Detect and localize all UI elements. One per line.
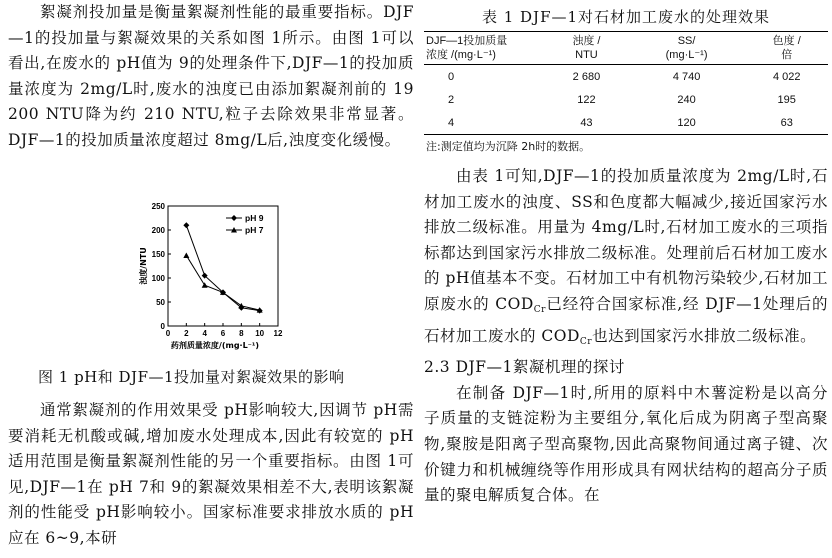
- left-column: [8, 0, 414, 154]
- header-color: [745, 32, 828, 65]
- plot-frame: [168, 206, 278, 326]
- header-turbidity-l1: 浊度 /: [572, 35, 601, 47]
- section-title-2-3: 2.3 DJF—1絮凝机理的探讨: [424, 358, 625, 377]
- legend-label: pH 7: [245, 225, 264, 235]
- y-tick-label: 250: [151, 202, 165, 211]
- y-tick-label: 150: [151, 250, 165, 259]
- table-1-title: 表 1 DJF—1对石材加工废水的处理效果: [481, 8, 771, 26]
- legend-label: pH 9: [245, 213, 264, 223]
- table-cell: 122: [577, 93, 596, 106]
- y-tick-label: 100: [151, 274, 165, 283]
- subscript-cr: Cr: [533, 304, 546, 315]
- table-cell: 4 022: [772, 70, 801, 83]
- x-axis-label: 药剂质量浓度/(mg·L⁻¹): [170, 341, 260, 350]
- header-color-l1: 色度 /: [772, 35, 801, 47]
- table-note: 注:测定值均为沉降 2h时的数据。: [426, 140, 591, 153]
- header-ss: [628, 32, 746, 65]
- figure-1-chart: [136, 196, 286, 361]
- paragraph-table-discussion-a: 由表 1可知,DJF—1的投加质量浓度为 2mg/L时,石材加工废水的浊度、SS和色度都大幅减少,接近国家污水排放二级标准。用量为 4mg/L时,石材加工废水的三项指标都达到国家污水排放二级标准。处理前后石材加工废水的 pH值基本不变。石材加工中有机物污染较少,石材加工原废水的 COD: [424, 167, 828, 313]
- x-tick-label: 12: [273, 329, 283, 338]
- data-point-ph9: [183, 222, 189, 228]
- table-cell: 0: [448, 70, 455, 83]
- paragraph-mechanism: 在制备 DJF—1时,所用的原料中木薯淀粉是以高分子质量的支链淀粉为主要组分,氧化后成为阴离子型高聚物,聚胺是阳离子型高聚物,因此高聚物间通过离子键、次价键力和机械缠绕等作用形成具有网状结构的超高分子质量的聚电解质复合体。在: [424, 383, 828, 505]
- table-cell: 195: [777, 93, 796, 106]
- table-row: [424, 88, 828, 111]
- table-cell: 4 740: [672, 70, 701, 83]
- y-tick-label: 0: [160, 322, 165, 331]
- series-line-ph7: [186, 255, 259, 310]
- paragraph-table-discussion-b: 已经符合国家标准,经 DJF—1处理后的石材加工废水的 COD: [424, 294, 829, 345]
- header-ss-l1: SS/: [677, 35, 696, 47]
- x-tick-label: 4: [202, 329, 207, 338]
- header-dosage-l1: DJF—1投加质量: [426, 35, 508, 47]
- table-row: [424, 111, 828, 135]
- y-tick-label: 200: [151, 226, 165, 235]
- paragraph-ph: 通常絮凝剂的作用效果受 pH影响较大,因调节 pH需要消耗无机酸或碱,增加废水处理成本,因此有较宽的 pH适用范围是衡量絮凝剂性能的另一个重要指标。由图 1可见,DJF—1在 pH 7和 9的絮凝效果相差不大,表明该絮凝剂的性能受 pH影响较小。国家标准要求排放水质的 pH应在 6~9,本研: [8, 401, 414, 547]
- table-cell: 4: [424, 111, 545, 135]
- data-point-ph7: [183, 252, 189, 258]
- table-row: [424, 65, 828, 89]
- subscript-cr-2: Cr: [579, 336, 593, 347]
- header-turbidity-l2: NTU: [575, 49, 598, 61]
- right-column: [424, 0, 828, 509]
- header-dosage: [424, 32, 545, 65]
- x-tick-label: 6: [220, 329, 226, 338]
- x-tick-label: 8: [239, 329, 244, 338]
- x-tick-label: 0: [165, 329, 171, 338]
- table-cell: 120: [628, 111, 746, 135]
- header-turbidity: [545, 32, 628, 65]
- paragraph-table-discussion-c: 也达到国家污水排放二级标准。: [592, 326, 817, 345]
- y-axis-label: 浊度/NTU: [139, 247, 148, 285]
- series-line-ph9: [186, 225, 259, 310]
- table-cell: 43: [545, 111, 628, 135]
- table-cell: 2: [448, 93, 455, 106]
- paragraph-dosage: 絮凝剂投加量是衡量絮凝剂性能的最重要指标。DJF—1的投加量与絮凝效果的关系如图 1所示。由图 1可以看出,在废水的 pH值为 9的处理条件下,DJF—1的投加质量浓度为 2mg/L时,废水的浊度已由添加絮凝剂前的 19 200 NTU降为约 210 NTU,粒子去除效果非常显著。DJF—1的投加质量浓度超过 8mg/L后,浊度变化缓慢。: [8, 3, 414, 149]
- data-point-ph7: [202, 282, 208, 288]
- x-tick-label: 10: [255, 329, 265, 338]
- table-header-row: [424, 32, 828, 65]
- figure-1-caption: 图 1 pH和 DJF—1投加量对絮凝效果的影响: [38, 368, 345, 386]
- left-column-lower: [8, 398, 414, 552]
- header-ss-l2: (mg·L⁻¹): [665, 49, 708, 61]
- table-cell: 63: [745, 111, 828, 135]
- header-color-l2: 倍: [781, 49, 793, 61]
- legend-marker-ph9: [231, 215, 237, 221]
- table-1: [424, 31, 828, 135]
- table-cell: 2 680: [572, 70, 601, 83]
- header-dosage-l2: 浓度 /(mg·L⁻¹): [426, 49, 496, 61]
- chart-svg: [136, 196, 286, 361]
- y-tick-label: 50: [156, 298, 165, 307]
- paragraph-table-discussion: [424, 164, 828, 355]
- x-tick-label: 2: [184, 329, 189, 338]
- table-cell: 240: [677, 93, 696, 106]
